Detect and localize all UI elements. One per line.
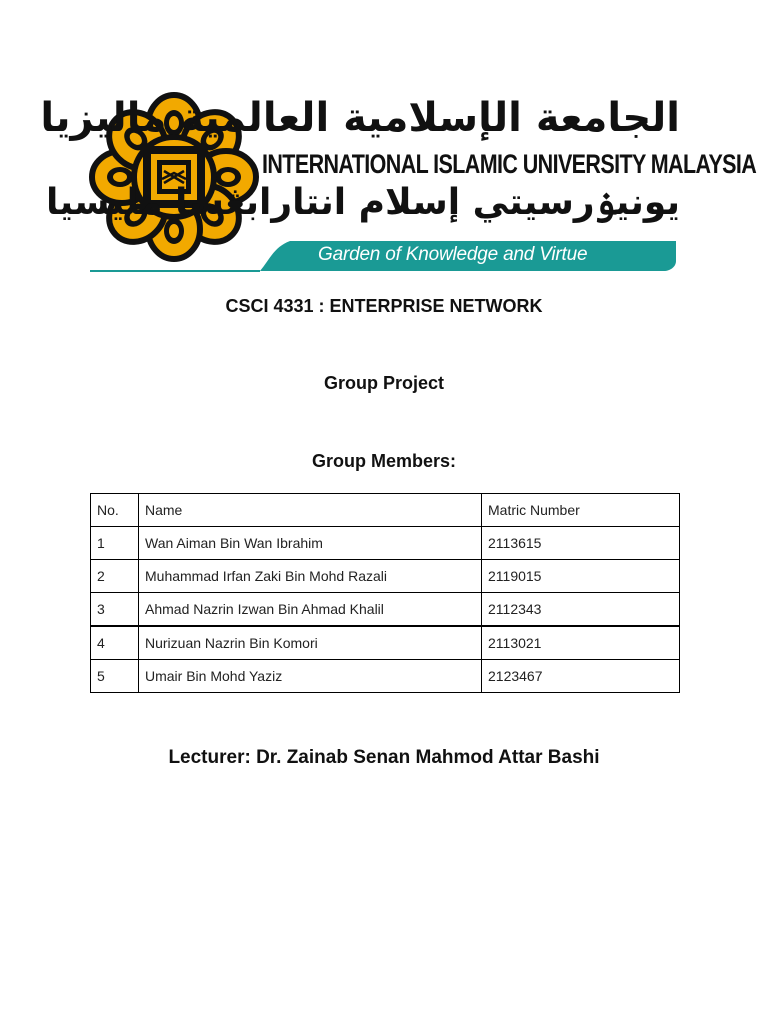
table-row [91,593,680,627]
row-name: Wan Aiman Bin Wan Ibrahim [139,527,482,560]
header-name: Name [139,494,482,527]
row-matric: 2113615 [482,527,680,560]
row-name: Nurizuan Nazrin Bin Komori [139,626,482,660]
table-row [91,660,680,693]
jawi-university-name: يونيۏرسيتي إسلام انتارابڠسا مليسيا [45,182,680,223]
row-no: 4 [91,626,139,660]
course-title: CSCI 4331 : ENTERPRISE NETWORK [225,296,543,316]
motto-text: Garden of Knowledge and Virtue [318,244,588,265]
row-no: 2 [91,560,139,593]
row-no: 5 [91,660,139,693]
group-members-heading: Group Members: [311,451,457,471]
table-row [91,626,680,660]
row-name: Ahmad Nazrin Izwan Bin Ahmad Khalil [139,593,482,627]
motto-banner [90,239,682,273]
project-title: Group Project [323,373,444,393]
row-matric: 2112343 [482,593,680,627]
table-header-row [91,494,680,527]
group-members-table [90,493,680,693]
lecturer-line: Lecturer: Dr. Zainab Senan Mahmod Attar Bashi [168,747,600,768]
table-row [91,527,680,560]
arabic-university-name: الجامعة الإسلامية العالمية ماليزيا [40,95,680,141]
iium-logo-banner [40,93,757,273]
row-matric: 2119015 [482,560,680,593]
row-no: 3 [91,593,139,627]
header-matric-number: Matric Number [482,494,680,527]
row-name: Muhammad Irfan Zaki Bin Mohd Razali [139,560,482,593]
row-no: 1 [91,527,139,560]
row-name: Umair Bin Mohd Yaziz [139,660,482,693]
header-no: No. [91,494,139,527]
row-matric: 2123467 [482,660,680,693]
row-matric: 2113021 [482,626,680,660]
english-university-name: INTERNATIONAL ISLAMIC UNIVERSITY MALAYSIA [262,149,757,180]
table-row [91,560,680,593]
